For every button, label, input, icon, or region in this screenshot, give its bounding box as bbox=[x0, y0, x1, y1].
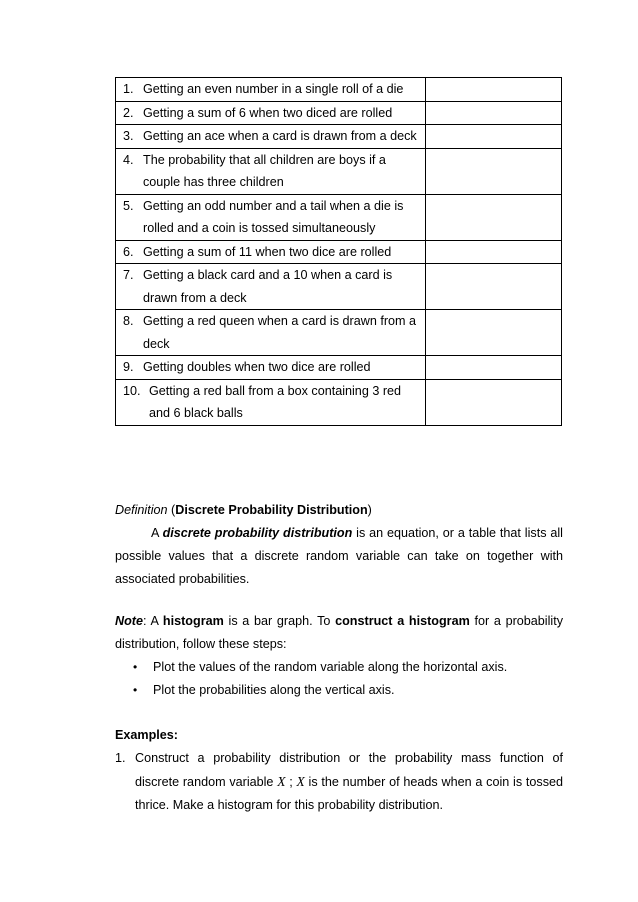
event-number: 1. bbox=[123, 82, 134, 96]
event-text: Getting a red ball from a box containing 3 red and 6 black balls bbox=[149, 383, 402, 420]
event-number: 7. bbox=[123, 268, 134, 282]
table-row bbox=[116, 101, 562, 125]
step-text: Plot the probabilities along the vertical axis. bbox=[153, 683, 395, 697]
note-term-histogram: histogram bbox=[162, 614, 224, 628]
table-row bbox=[116, 125, 562, 149]
example-item bbox=[115, 747, 563, 817]
table-row bbox=[116, 356, 562, 380]
table-row bbox=[116, 379, 562, 425]
definition-term: Discrete Probability Distribution bbox=[175, 503, 368, 517]
note-section bbox=[115, 610, 563, 702]
event-cell bbox=[116, 240, 426, 264]
note-paragraph: Note: A histogram is a bar graph. To construct a histogram for a probability distribution, follow these steps: bbox=[115, 614, 563, 651]
list-item bbox=[115, 679, 563, 702]
event-text: The probability that all children are boys if a couple has three children bbox=[143, 152, 386, 189]
bullet-icon: • bbox=[133, 660, 138, 674]
event-cell bbox=[116, 78, 426, 102]
answer-cell[interactable] bbox=[426, 264, 562, 310]
example-text: Construct a probability distribution or the probability mass function of discrete random variable X ; X is the number of heads when a coin is tossed thrice. Make a histogram for this probability distribution. bbox=[135, 751, 563, 812]
event-number: 5. bbox=[123, 198, 134, 213]
bullet-icon: • bbox=[133, 683, 138, 697]
event-cell bbox=[116, 264, 426, 310]
answer-cell[interactable] bbox=[426, 356, 562, 380]
event-cell bbox=[116, 194, 426, 240]
examples-section bbox=[115, 724, 563, 817]
events-table bbox=[115, 77, 562, 426]
variable-x: X bbox=[277, 774, 286, 789]
event-cell bbox=[116, 379, 426, 425]
event-cell bbox=[116, 125, 426, 149]
answer-cell[interactable] bbox=[426, 125, 562, 149]
event-cell bbox=[116, 148, 426, 194]
table-row bbox=[116, 240, 562, 264]
note-label: Note bbox=[115, 614, 143, 628]
definition-section bbox=[115, 499, 563, 591]
list-item bbox=[115, 656, 563, 679]
variable-x: X bbox=[296, 774, 305, 789]
event-text: Getting an even number in a single roll of a die bbox=[143, 82, 404, 96]
step-text: Plot the values of the random variable along the horizontal axis. bbox=[153, 660, 508, 674]
answer-cell[interactable] bbox=[426, 194, 562, 240]
table-row bbox=[116, 264, 562, 310]
steps-list bbox=[115, 656, 563, 702]
answer-cell[interactable] bbox=[426, 310, 562, 356]
event-text: Getting a red queen when a card is drawn from a deck bbox=[143, 314, 417, 351]
event-number: 4. bbox=[123, 152, 134, 167]
event-text: Getting a sum of 11 when two dice are rolled bbox=[143, 244, 392, 259]
event-number: 10. bbox=[123, 383, 141, 398]
answer-cell[interactable] bbox=[426, 78, 562, 102]
examples-heading: Examples: bbox=[115, 728, 178, 742]
table-row bbox=[116, 78, 562, 102]
event-text: Getting a black card and a 10 when a card is drawn from a deck bbox=[143, 268, 393, 305]
event-cell bbox=[116, 310, 426, 356]
table-row bbox=[116, 310, 562, 356]
note-term-construct: construct a histogram bbox=[335, 614, 470, 628]
event-number: 2. bbox=[123, 105, 134, 120]
answer-cell[interactable] bbox=[426, 379, 562, 425]
event-cell bbox=[116, 356, 426, 380]
definition-paragraph: A discrete probability distribution is an equation, or a table that lists all possible values that a discrete random variable can take on together with associated probabilities. bbox=[115, 526, 563, 586]
event-cell bbox=[116, 101, 426, 125]
event-number: 3. bbox=[123, 129, 134, 143]
answer-cell[interactable] bbox=[426, 101, 562, 125]
table-row bbox=[116, 194, 562, 240]
answer-cell[interactable] bbox=[426, 148, 562, 194]
example-number: 1. bbox=[115, 751, 126, 765]
table-row bbox=[116, 148, 562, 194]
event-number: 8. bbox=[123, 314, 134, 328]
definition-emphasis: discrete probability distribution bbox=[162, 526, 353, 540]
event-number: 6. bbox=[123, 244, 134, 259]
event-text: Getting an odd number and a tail when a die is rolled and a coin is tossed simultaneously bbox=[143, 198, 404, 235]
definition-label: Definition bbox=[115, 503, 168, 517]
definition-heading: Definition (Discrete Probability Distribution) bbox=[115, 503, 372, 517]
event-text: Getting a sum of 6 when two diced are rolled bbox=[143, 105, 393, 120]
event-text: Getting an ace when a card is drawn from a deck bbox=[143, 129, 417, 143]
event-number: 9. bbox=[123, 360, 134, 374]
event-text: Getting doubles when two dice are rolled bbox=[143, 360, 371, 374]
answer-cell[interactable] bbox=[426, 240, 562, 264]
